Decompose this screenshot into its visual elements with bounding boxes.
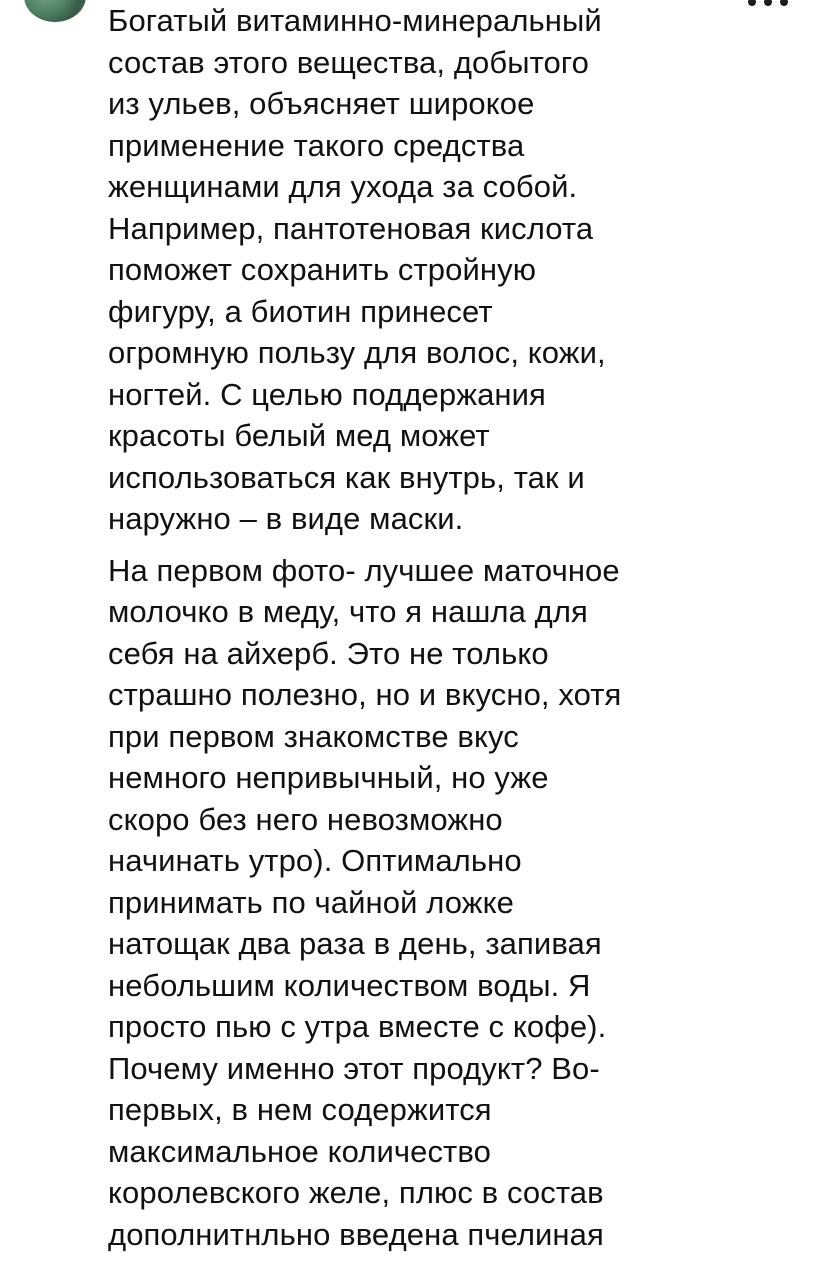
comment-line: начинать утро). Оптимально [108, 843, 522, 878]
comment-line: Почему именно этот продукт? Во- [108, 1050, 600, 1086]
comment-line: первых, в нем содержится [108, 1092, 492, 1127]
comment-line: максимальное количество [108, 1133, 491, 1169]
comment-line: немного непривычный, но уже [108, 760, 549, 795]
comment-line: из ульев, объясняет широкое [108, 86, 535, 121]
more-options-icon[interactable] [748, 0, 788, 10]
comment-line: натощак два раза в день, запивая [108, 926, 602, 961]
comment-text [108, 0, 718, 1255]
comment-line: огромную пользу для волос, кожи, [108, 335, 606, 370]
comment-line: небольшим количеством воды. Я [108, 967, 591, 1003]
comment-line: скоро без него невозможно [108, 801, 503, 837]
comment-line: Богатый витаминно-минеральный [108, 3, 602, 38]
comment-line: состав этого вещества, добытого [108, 44, 589, 80]
comment-line: ногтей. С целью поддержания [108, 376, 546, 412]
comment-line: просто пью с утра вместе с кофе). [108, 1009, 607, 1044]
comment-line: поможет сохранить стройную [108, 252, 537, 287]
comment-line: использоваться как внутрь, так и [108, 459, 585, 495]
comment-line: себя на айхерб. Это не только [108, 635, 549, 671]
dot [780, 0, 788, 6]
dot [748, 0, 756, 6]
comment-line: применение такого средства [108, 127, 525, 163]
comment-line: королевского желе, плюс в состав [108, 1175, 604, 1210]
comment-paragraph-1 [108, 0, 718, 540]
comment-line: при первом знакомстве вкус [108, 718, 519, 754]
comment-line: страшно полезно, но и вкусно, хотя [108, 677, 622, 712]
comment-line: На первом фото- лучшее маточное [108, 552, 620, 588]
dot [764, 0, 772, 6]
comment-line: красоты белый мед может [108, 418, 490, 453]
comment-line: принимать по чайной ложке [108, 884, 514, 920]
comment-paragraph-2 [108, 550, 718, 1256]
comment-line: наружно – в виде маски. [108, 501, 464, 536]
avatar[interactable] [24, 0, 86, 22]
comment-line: фигуру, а биотин принесет [108, 293, 493, 329]
comment-line: дополнитнльно введена пчелиная [108, 1216, 604, 1252]
comment-line: женщинами для ухода за собой. [108, 169, 578, 204]
comment-line: молочко в меду, что я нашла для [108, 594, 588, 629]
comment-line: Например, пантотеновая кислота [108, 210, 594, 246]
